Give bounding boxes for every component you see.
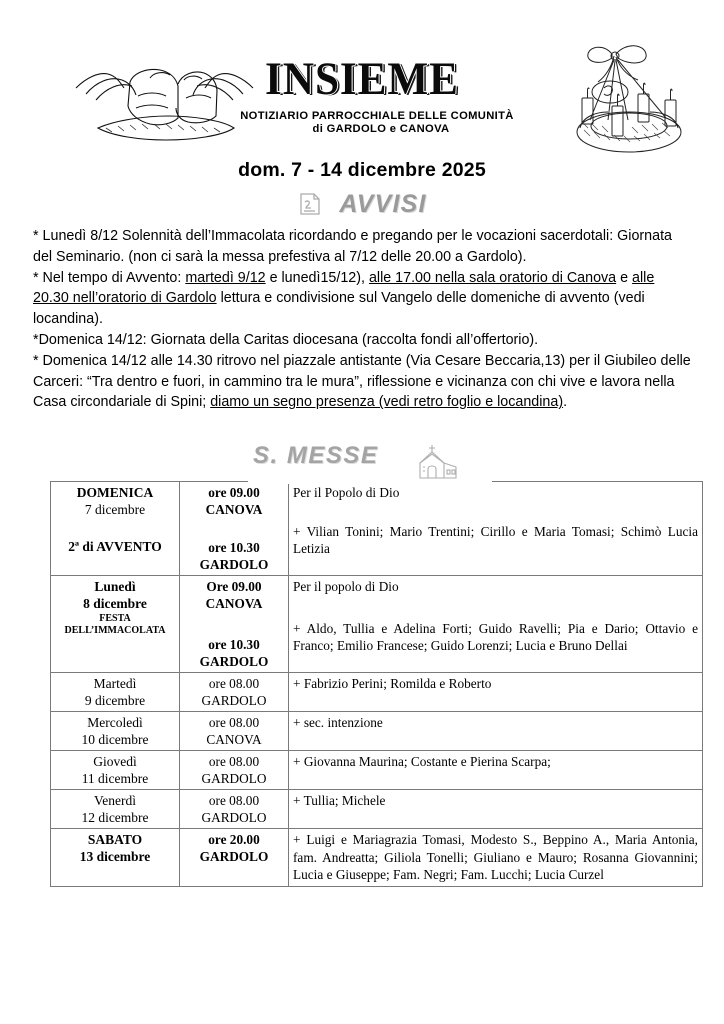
mass-time-cell [180, 576, 289, 673]
notice-text-underlined: martedì 9/12 [185, 269, 266, 286]
mass-day-cell [51, 482, 180, 576]
notice-text: * Lunedì 8/12 Solennità dell’Immacolata ricordando e pregando per le vocazioni sacerdotali: Giornata del Seminario. (non ci sarà la messa prefestiva al 7/12 delle 20.00 a Gardolo). [33, 228, 672, 265]
mass-day-date: 8 dicembre [83, 596, 147, 612]
mass-day-season: 2ª di AVVENTO [68, 539, 162, 555]
mass-time: ore 10.30 [208, 540, 260, 556]
notice-text: e lunedì15/12), [265, 269, 369, 286]
mass-location: GARDOLO [201, 693, 267, 709]
mass-time: ore 08.00 [208, 793, 260, 809]
notice-paragraph [33, 351, 694, 413]
mass-day-name: Giovedì [93, 754, 137, 770]
mass-time-cell [180, 673, 289, 712]
table-top-border-gap [248, 479, 492, 484]
table-row [51, 751, 703, 790]
notice-text: lettura e condivisione sul Vangelo delle domeniche di avvento (vedi locandina). [33, 290, 645, 328]
mass-time-slot [184, 831, 284, 865]
mass-intentions-cell [289, 576, 703, 673]
mass-day-cell [51, 712, 180, 751]
mass-day-date: 11 dicembre [81, 771, 149, 787]
avvisi-heading-row [0, 189, 724, 219]
table-row [51, 482, 703, 576]
mass-location: CANOVA [205, 596, 263, 612]
notice-paragraph [33, 226, 694, 268]
mass-time: ore 20.00 [208, 832, 260, 848]
mass-time: Ore 09.00 [206, 579, 262, 595]
mass-day-name: Venerdì [94, 793, 136, 809]
mass-time-slot [184, 792, 284, 826]
mass-day-name: Mercoledì [87, 715, 143, 731]
mass-location: GARDOLO [201, 810, 267, 826]
mass-intention: + Giovanna Maurina; Costante e Pierina Scarpa; [293, 754, 551, 770]
mass-day-date: 10 dicembre [81, 732, 149, 748]
mass-time-cell [180, 482, 289, 576]
mass-day-name: DOMENICA [76, 485, 154, 501]
mass-day-feast: FESTA DELL’IMMACOLATA [64, 613, 166, 637]
mass-intentions-cell [289, 829, 703, 887]
mass-intention: + Vilian Tonini; Mario Trentini; Cirillo e Maria Tomasi; Schimò Lucia Letizia [293, 523, 698, 557]
mass-location: GARDOLO [199, 849, 269, 865]
mass-intention: Per il popolo di Dio [293, 579, 399, 595]
mass-day-name: Lunedì [94, 579, 136, 595]
mass-intentions-cell [289, 751, 703, 790]
mass-time: ore 08.00 [208, 715, 260, 731]
mass-intentions-cell [289, 482, 703, 576]
table-row [51, 576, 703, 673]
mass-time: ore 08.00 [208, 754, 260, 770]
notice-text: *Domenica 14/12: Giornata della Caritas diocesana (raccolta fondi all’offertorio). [33, 331, 539, 348]
mass-location: GARDOLO [199, 654, 269, 670]
mass-schedule-table-wrap [50, 481, 698, 887]
mass-day-cell [51, 751, 180, 790]
notice-text-underlined: alle 20.30 nell’oratorio di Gardolo [33, 269, 655, 307]
issue-dateline: dom. 7 - 14 dicembre 2025 [238, 159, 486, 181]
publication-subtitle-line1: NOTIZIARIO PARROCCHIALE DELLE COMUNITÀ [240, 110, 514, 122]
mass-day-cell [51, 673, 180, 712]
mass-day-date: 12 dicembre [81, 810, 149, 826]
mass-intentions-cell [289, 790, 703, 829]
mass-intention: + Luigi e Mariagrazia Tomasi, Modesto S., Beppino A., Maria Antonia, fam. Andreatta; Giliola Tonelli; Giuliano e Mauro; Rosanna Giovannini; Lucia e Giuseppe; Fam. Negri; Fam. Lucchi; Lucia Curzel [293, 832, 698, 883]
mass-time-slot [184, 578, 284, 612]
mass-day-date: 9 dicembre [84, 693, 146, 709]
mass-intentions-cell [289, 712, 703, 751]
notices-list [33, 226, 694, 413]
notice-paragraph [33, 268, 694, 330]
mass-day-name: SABATO [87, 832, 143, 848]
mass-intentions-cell [289, 673, 703, 712]
mass-time-slot [184, 539, 284, 573]
mass-time-slot [184, 636, 284, 670]
notice-paragraph [33, 330, 694, 351]
mass-time: ore 09.00 [208, 485, 260, 501]
mass-day-name: Martedì [93, 676, 137, 692]
masthead [0, 0, 724, 150]
mass-day-date: 13 dicembre [79, 849, 151, 865]
mass-location: CANOVA [205, 502, 263, 518]
church-icon [412, 441, 464, 481]
notice-text: . [563, 394, 568, 411]
notice-text: e [616, 269, 633, 286]
notice-text-underlined: alle 17.00 nella sala oratorio di Canova [368, 269, 617, 286]
table-row [51, 790, 703, 829]
mass-time-slot [184, 753, 284, 787]
title-block [0, 54, 724, 135]
mass-intention: Per il Popolo di Dio [293, 485, 400, 501]
mass-intention: + Aldo, Tullia e Adelina Forti; Guido Ravelli; Pia e Dario; Ottavio e Franco; Emilio Francese; Guido Lorenzi; Lucia e Bruno Dellai [293, 620, 698, 654]
mass-day-cell [51, 790, 180, 829]
publication-subtitle-line2: di GARDOLO e CANOVA [312, 123, 450, 135]
mass-time-slot [184, 714, 284, 748]
table-row [51, 829, 703, 887]
avvisi-heading: AVVISI [339, 189, 427, 218]
mass-intention: + Tullia; Michele [293, 793, 386, 809]
notice-text: * Domenica 14/12 alle 14.30 ritrovo nel piazzale antistante (Via Cesare Beccaria,13) per il Giubileo delle Carceri: “Tra dentro e fuori, in cammino tra le mura”, riflessione e vicinanza con chi vive e lavora nella Casa circondariale di Spini; [33, 352, 691, 411]
mass-time-cell [180, 751, 289, 790]
mass-time: ore 08.00 [208, 676, 260, 692]
mass-day-cell [51, 576, 180, 673]
mass-time-slot [184, 484, 284, 518]
mass-schedule-table [50, 481, 703, 887]
notice-text-underlined: diamo un segno presenza (vedi retro foglio e locandina) [210, 394, 564, 411]
messe-heading: S. MESSE [253, 442, 379, 470]
mass-day-cell [51, 829, 180, 887]
table-row [51, 712, 703, 751]
mass-time-cell [180, 790, 289, 829]
mass-location: CANOVA [206, 732, 262, 748]
table-row [51, 673, 703, 712]
mass-location: GARDOLO [199, 557, 269, 573]
messe-heading-row [0, 441, 724, 481]
announcement-icon [297, 191, 323, 217]
mass-intention: + sec. intenzione [293, 715, 383, 731]
notice-text: * Nel tempo di Avvento: [33, 269, 186, 286]
mass-location: GARDOLO [201, 771, 267, 787]
mass-time-slot [184, 675, 284, 709]
mass-day-date: 7 dicembre [84, 502, 146, 518]
mass-time: ore 10.30 [208, 637, 260, 653]
mass-intention: + Fabrizio Perini; Romilda e Roberto [293, 676, 492, 692]
mass-time-cell [180, 829, 289, 887]
mass-time-cell [180, 712, 289, 751]
publication-logo-title: INSIEME [265, 53, 459, 105]
